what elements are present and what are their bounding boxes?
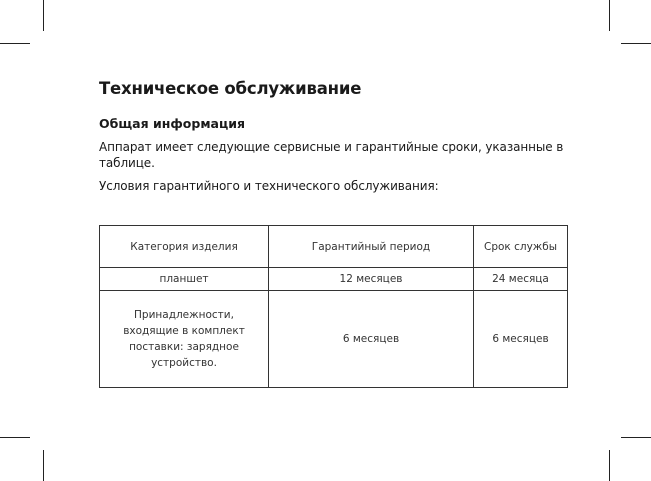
- crop-mark: [43, 450, 44, 481]
- cell-category: планшет: [100, 268, 269, 291]
- crop-mark: [0, 43, 30, 44]
- paragraph-conditions: Условия гарантийного и технического обслуживания:: [99, 179, 439, 193]
- table-row: [100, 268, 568, 291]
- header-warranty: Гарантийный период: [269, 226, 474, 268]
- crop-mark: [609, 450, 610, 481]
- table-row: [100, 291, 568, 388]
- crop-mark: [621, 43, 651, 44]
- header-category: Категория изделия: [100, 226, 269, 268]
- cell-warranty: 12 месяцев: [269, 268, 474, 291]
- paragraph-intro: Аппарат имеет следующие сервисные и гарантийные сроки, указанные в таблице.: [99, 140, 564, 170]
- section-heading: Общая информация: [99, 116, 246, 131]
- warranty-table: [99, 225, 568, 388]
- page-title: Техническое обслуживание: [99, 79, 362, 98]
- crop-mark: [43, 0, 44, 31]
- cell-category: Принадлежности, входящие в комплект поставки: зарядное устройство.: [100, 291, 269, 388]
- table-header-row: [100, 226, 568, 268]
- crop-mark: [0, 437, 30, 438]
- crop-mark: [621, 437, 651, 438]
- cell-service-life: 24 месяца: [474, 268, 568, 291]
- header-service-life: Срок службы: [474, 226, 568, 268]
- crop-mark: [609, 0, 610, 31]
- cell-service-life: 6 месяцев: [474, 291, 568, 388]
- cell-warranty: 6 месяцев: [269, 291, 474, 388]
